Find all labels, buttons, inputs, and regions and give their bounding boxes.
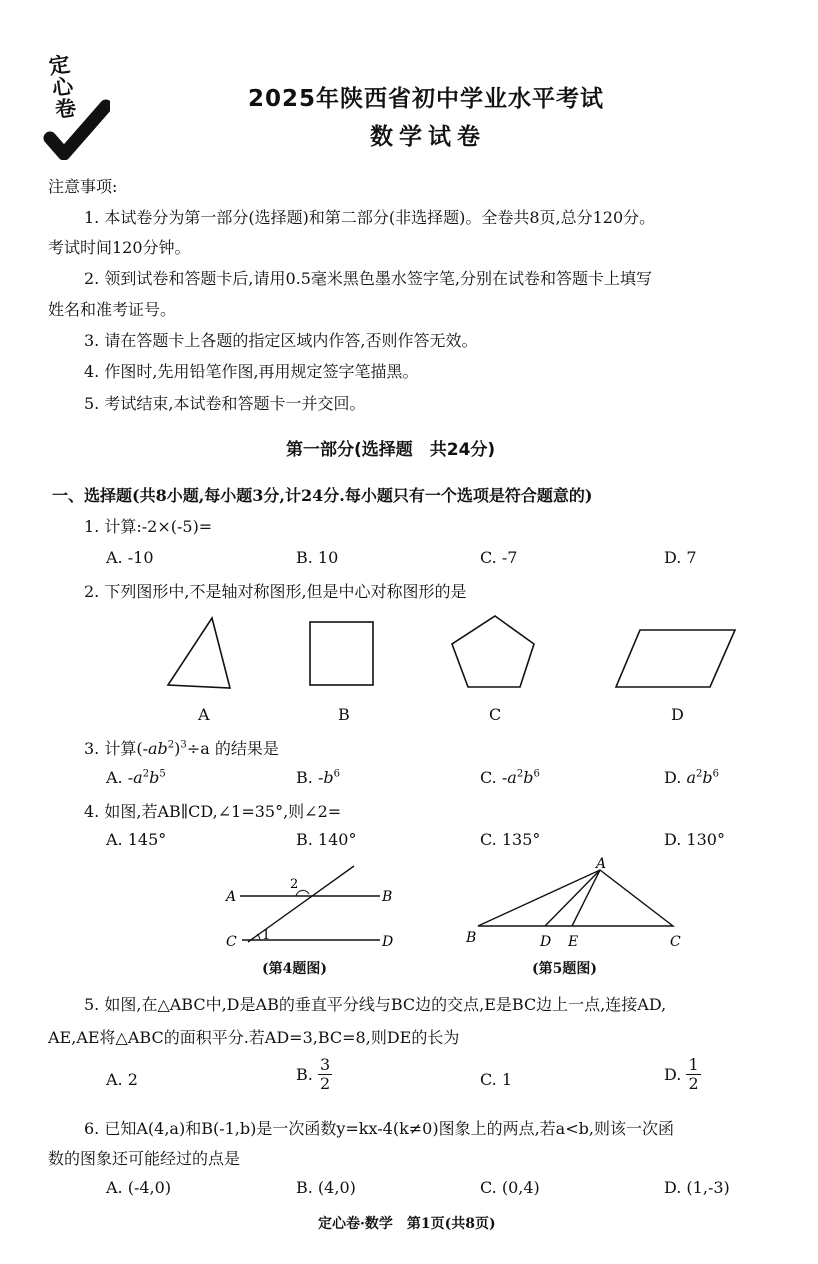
q2-option-b: B — [338, 705, 350, 724]
q4-figure — [220, 858, 400, 953]
exam-subtitle: 数学试卷 — [370, 124, 486, 150]
q4-label-2: 2 — [290, 877, 299, 892]
notice-item: 1. 本试卷分为第一部分(选择题)和第二部分(非选择题)。全卷共8页,总分120分。 — [84, 208, 656, 227]
q3-stem: 3. 计算$(-ab^2)^3\div a$ 的结果是 — [84, 739, 279, 758]
q5-option-b: B. $\frac{3}{2}$ — [296, 1055, 331, 1093]
q5-line2: AE,AE将△ABC的面积平分.若AD=3,BC=8,则DE的长为 — [48, 1028, 460, 1047]
q2-stem: 2. 下列图形中,不是轴对称图形,但是中心对称图形的是 — [84, 582, 467, 601]
square-shape — [310, 622, 373, 685]
q5-label-a: A — [596, 856, 607, 872]
notice-heading: 注意事项: — [48, 177, 118, 196]
q4-label-a: A — [226, 889, 237, 905]
q5-line1: 5. 如图,在△ABC中,D是AB的垂直平分线与BC边的交点,E是BC边上一点,连接AD, — [84, 995, 667, 1014]
q2-option-a: A — [198, 705, 210, 724]
q3-option-d: D. $a^2b^6$ — [664, 768, 719, 787]
q5-option-d: D. $\frac{1}{2}$ — [664, 1055, 699, 1093]
q4-label-1: 1 — [262, 928, 271, 943]
triangle-shape — [168, 618, 230, 688]
q2-option-d: D — [671, 705, 684, 724]
parallelogram-shape — [616, 630, 735, 687]
checkmark-icon — [40, 50, 110, 160]
q4-option-d: D. 130° — [664, 830, 725, 849]
q2-option-c: C — [489, 705, 502, 724]
notice-item: 姓名和准考证号。 — [48, 300, 177, 319]
section-heading: 一、选择题(共8小题,每小题3分,计24分.每小题只有一个选项是符合题意的) — [52, 486, 593, 505]
q1-option-a: A. -10 — [106, 548, 154, 567]
q4-label-b: B — [382, 889, 393, 905]
notice-item: 2. 领到试卷和答题卡后,请用0.5毫米黑色墨水签字笔,分别在试卷和答题卡上填写 — [84, 269, 652, 288]
notice-item: 5. 考试结束,本试卷和答题卡一并交回。 — [84, 394, 366, 413]
q3-option-a: A. $-a^2b^5$ — [106, 768, 166, 787]
q1-stem: 1. 计算:-2×(-5)= — [84, 517, 213, 536]
q6-line1: 6. 已知A(4,a)和B(-1,b)是一次函数y=kx-4(k≠0)图象上的两点,若a<b,则该一次函 — [84, 1119, 674, 1138]
q4-label-d: D — [382, 934, 394, 950]
q4-option-a: A. 145° — [106, 830, 167, 849]
notice-item: 考试时间120分钟。 — [48, 238, 191, 257]
q3-option-c: C. $-a^2b^6$ — [480, 768, 540, 787]
q1-option-d: D. 7 — [664, 548, 697, 567]
q4-caption: (第4题图) — [262, 961, 327, 977]
q4-option-c: C. 135° — [480, 830, 541, 849]
q5-option-c: C. 1 — [480, 1070, 513, 1089]
q5-option-a: A. 2 — [106, 1070, 138, 1089]
q6-option-b: B. (4,0) — [296, 1178, 356, 1197]
q6-option-d: D. (1,-3) — [664, 1178, 730, 1197]
q2-shapes — [150, 610, 750, 695]
notice-item: 4. 作图时,先用铅笔作图,再用规定签字笔描黑。 — [84, 362, 419, 381]
exam-title: 2025年陕西省初中学业水平考试 — [248, 86, 605, 112]
q6-line2: 数的图象还可能经过的点是 — [48, 1149, 241, 1168]
notice-item: 3. 请在答题卡上各题的指定区域内作答,否则作答无效。 — [84, 331, 478, 350]
q4-stem: 4. 如图,若AB∥CD,∠1=35°,则∠2= — [84, 802, 342, 821]
q6-option-c: C. (0,4) — [480, 1178, 540, 1197]
q3-option-b: B. $-b^6$ — [296, 768, 340, 787]
q4-label-c: C — [226, 934, 237, 950]
q5-label-d: D — [540, 934, 552, 950]
q6-option-a: A. (-4,0) — [106, 1178, 172, 1197]
q5-caption: (第5题图) — [532, 961, 597, 977]
pentagon-shape — [452, 616, 534, 687]
q1-option-c: C. -7 — [480, 548, 518, 567]
q5-label-c: C — [670, 934, 681, 950]
q4-option-b: B. 140° — [296, 830, 357, 849]
q5-figure — [458, 856, 698, 956]
page-footer: 定心卷·数学 第1页(共8页) — [318, 1216, 496, 1232]
stamp-text: 定心卷 — [47, 52, 78, 123]
q1-option-b: B. 10 — [296, 548, 339, 567]
q5-label-b: B — [466, 930, 477, 946]
part1-heading: 第一部分(选择题 共24分) — [286, 440, 496, 460]
q5-label-e: E — [568, 934, 579, 950]
